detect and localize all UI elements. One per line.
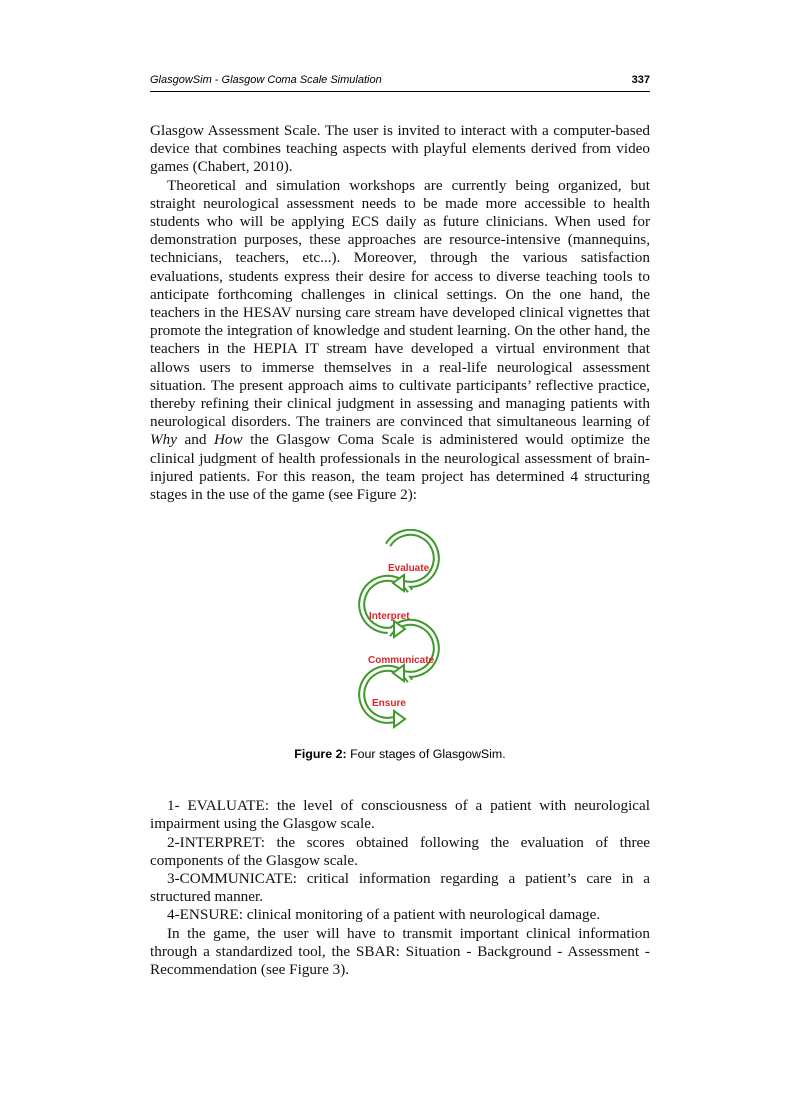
- figure-caption: [150, 747, 650, 761]
- paragraph-text: the Glasgow Coma Scale is administered would optimize the clinical judgment of health professionals in the neurological assessment of brain-injured patients. For this reason, the team project has determined 4 structuring stages in the use of the game (see Figure 2):: [150, 431, 651, 504]
- ensure-arrow-head-icon: [394, 711, 405, 727]
- paragraph-ensure: 4-ENSURE: clinical monitoring of a patient with neurological damage.: [167, 906, 601, 924]
- caption-label: Figure 2:: [294, 747, 347, 762]
- paragraph: Glasgow Assessment Scale. The user is invited to interact with a computer-based device that combines teaching aspects with playful elements derived from video games (Chabert, 2010).: [150, 122, 650, 176]
- figure-2: [150, 529, 650, 739]
- paragraph-interpret: 2-INTERPRET: the scores obtained following the evaluation of three components of the Glasgow scale.: [150, 833, 650, 869]
- page-number: 337: [631, 74, 650, 86]
- stage-evaluate-label: Evaluate: [388, 563, 430, 575]
- paragraph-sbar: In the game, the user will have to transmit important clinical information through a standardized tool, the SBAR: Situation - Background - Assessment -Recommendation (see Figure 3).: [150, 924, 650, 979]
- paragraph: [150, 177, 650, 505]
- stage-interpret-label: Interpret: [369, 611, 410, 623]
- stage-ensure-label: Ensure: [372, 698, 406, 710]
- paragraph-evaluate: 1- EVALUATE: the level of consciousness of a patient with neurological impairment using the Glasgow scale.: [150, 797, 650, 833]
- paragraph-text: Theoretical and simulation workshops are currently being organized, but straight neurological assessment needs to be made more accessible to health students who will be applying ECS daily as future clinicians. When used for demonstration purposes, these approaches are resource-intensive (mannequins, technicians, teachers, etc...). Moreover, through the various satisfaction evaluations, students express their desire for access to diverse teaching tools to anticipate forthcoming challenges in clinical settings. On the one hand, the teachers in the HESAV nursing care stream have developed clinical vignettes that promote the integration of knowledge and student learning. On the other hand, the teachers in the HEPIA IT stream have developed a virtual environment that allows users to immerse themselves in a real-life neurological assessment situation. The present approach aims to cultivate participants’ reflective practice, thereby refining their clinical judgment in assessing and managing patients with neurological disorders. The trainers are convinced that simultaneous learning of: [150, 176, 650, 431]
- body-text-bottom: [150, 797, 650, 979]
- body-text-top: [150, 122, 650, 504]
- page: [150, 74, 650, 979]
- paragraph-communicate: 3-COMMUNICATE: critical information regarding a patient’s care in a structured manner.: [150, 870, 650, 906]
- four-stages-diagram: [350, 529, 450, 729]
- stage-communicate-label: Communicate: [368, 655, 435, 667]
- running-head: [150, 74, 650, 92]
- running-title: GlasgowSim - Glasgow Coma Scale Simulation: [150, 74, 382, 86]
- emphasis-how: How: [213, 431, 243, 449]
- emphasis-why: Why: [150, 431, 177, 449]
- caption-text: Four stages of GlasgowSim.: [350, 747, 506, 762]
- conjunction: and: [184, 431, 207, 449]
